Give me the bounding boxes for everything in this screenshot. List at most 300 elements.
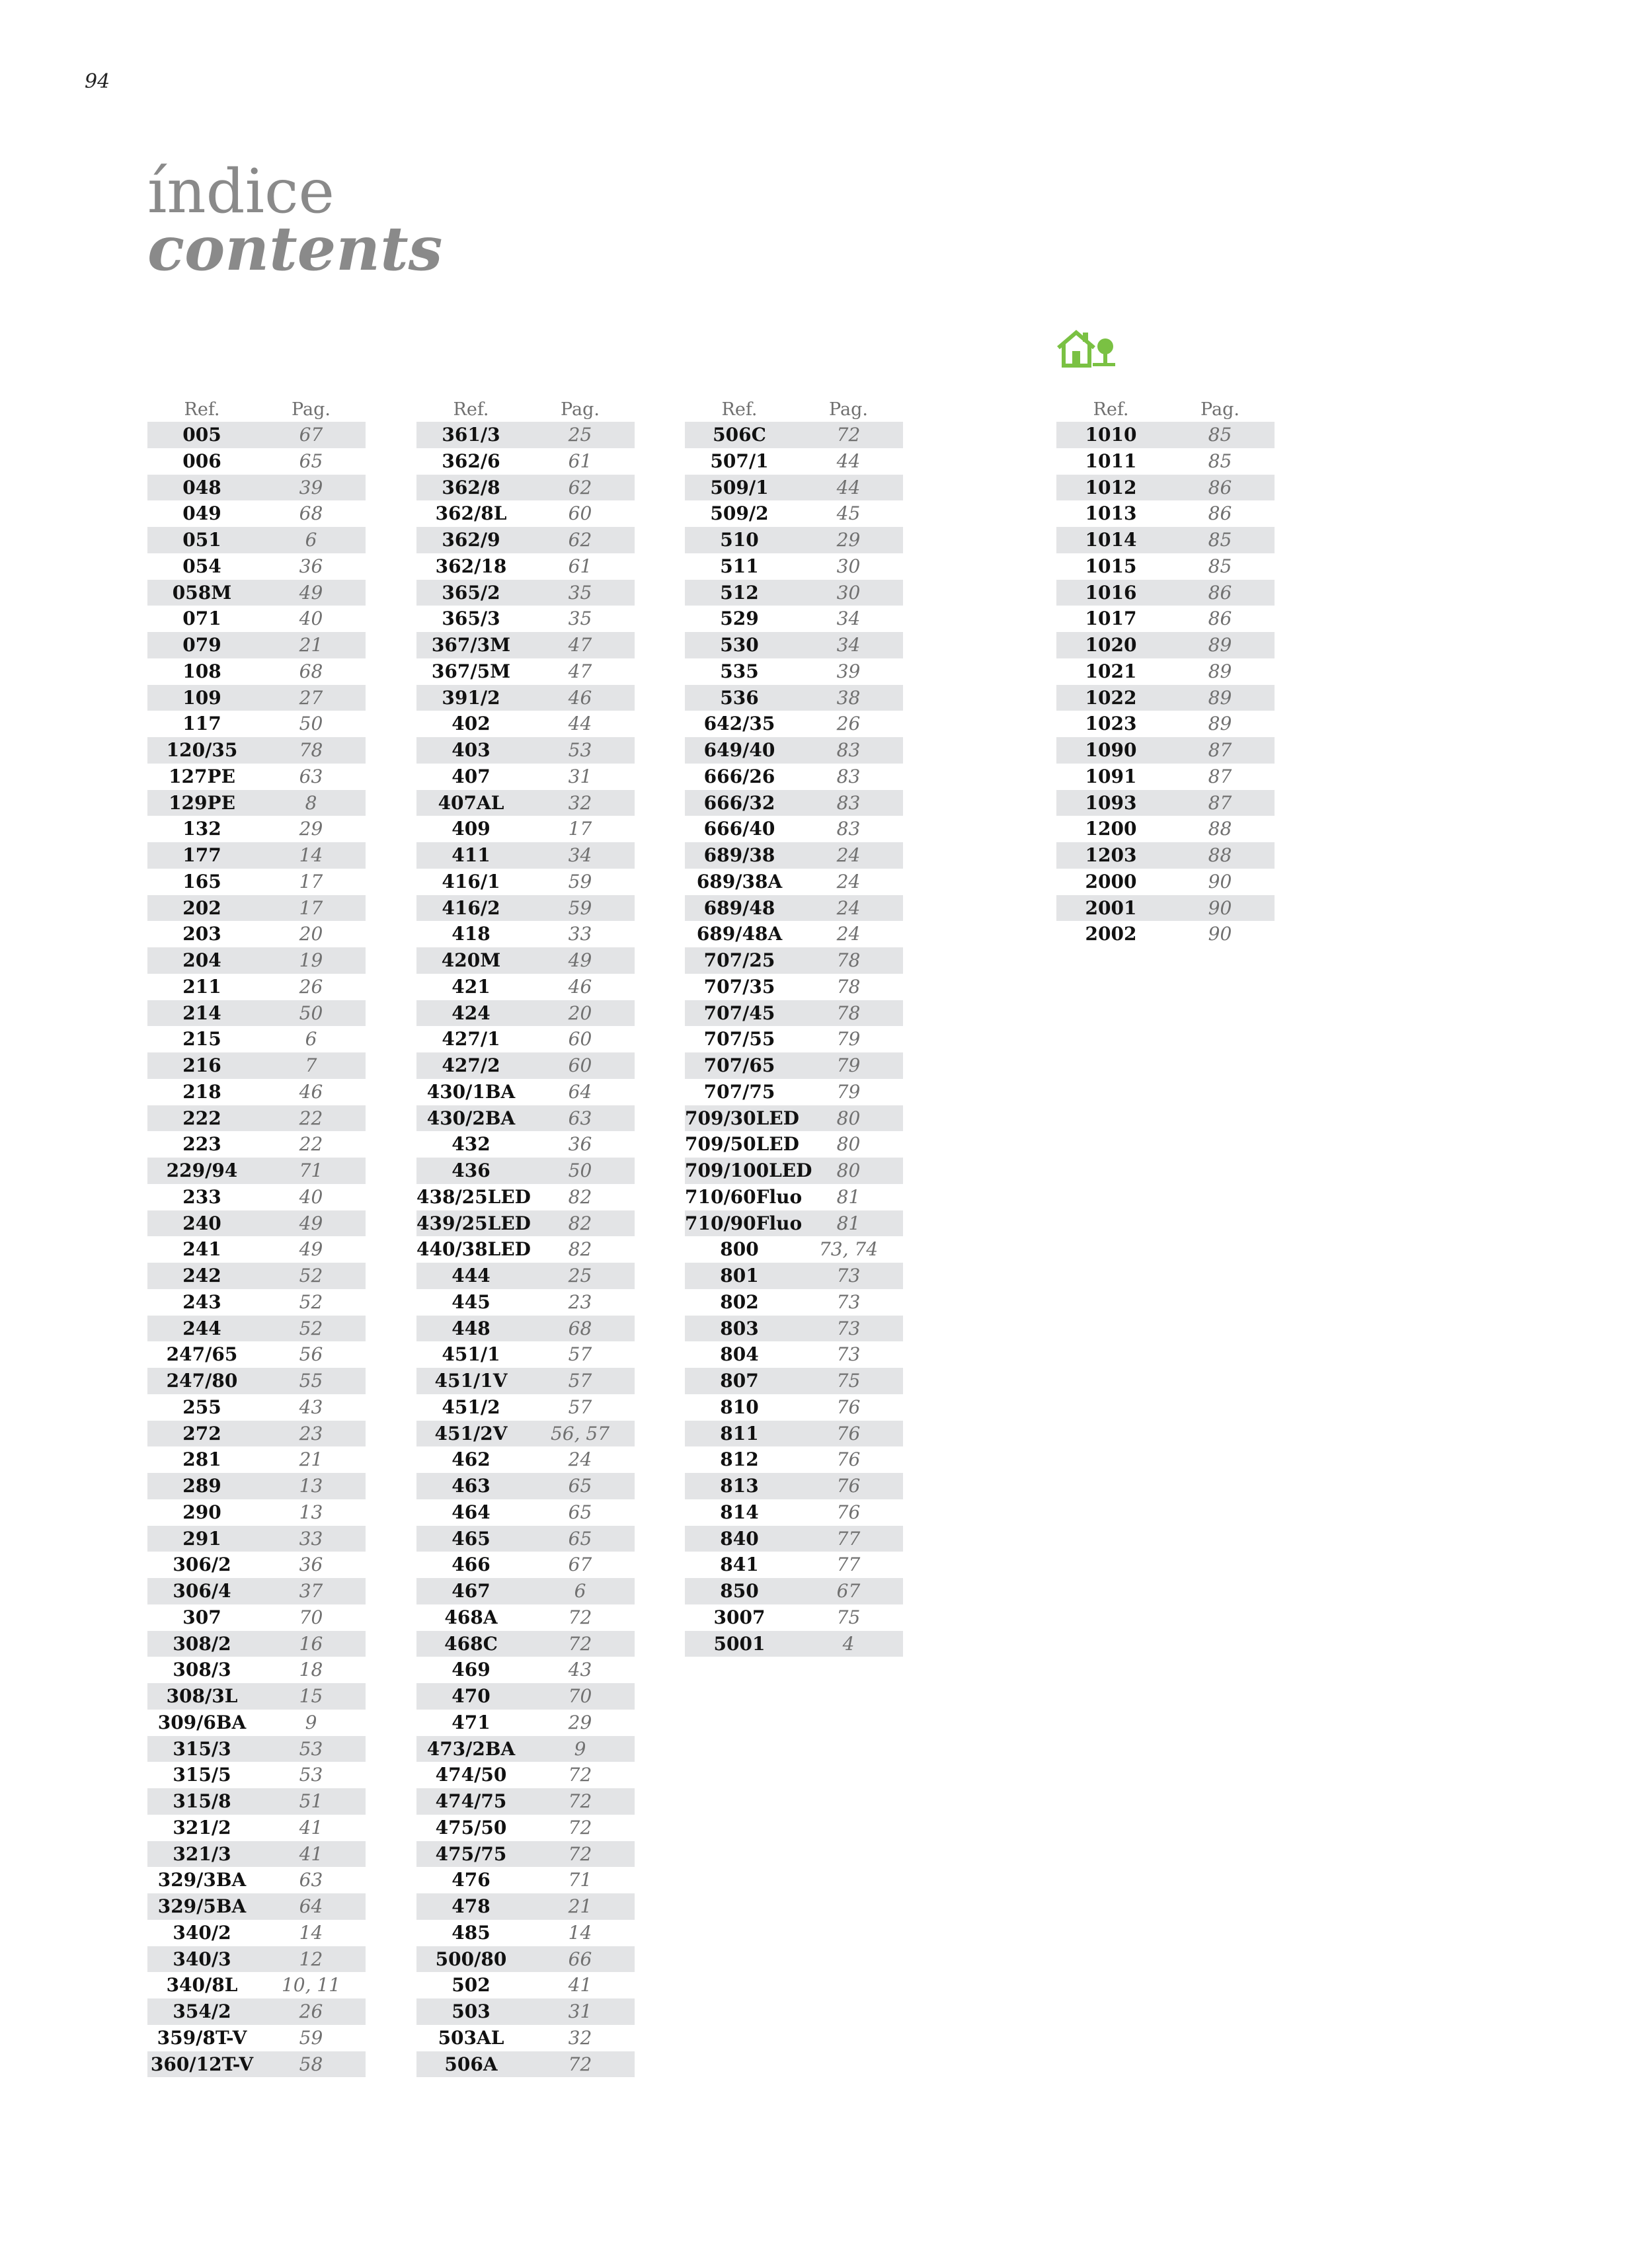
page-cell: 80 <box>836 1107 861 1129</box>
table-row <box>416 1341 635 1368</box>
page-cell: 38 <box>836 686 861 709</box>
ref-cell: 247/80 <box>166 1370 238 1392</box>
page-cell: 86 <box>1208 476 1232 498</box>
ref-cell: 448 <box>452 1317 491 1339</box>
table-row <box>1056 869 1275 895</box>
page-cell: 6 <box>305 1028 317 1050</box>
ref-cell: 360/12T-V <box>150 2053 254 2075</box>
ref-cell: 473/2BA <box>426 1737 516 1760</box>
ref-cell: 462 <box>452 1448 491 1471</box>
page-cell: 64 <box>299 1895 323 1917</box>
ref-cell: 403 <box>452 739 491 761</box>
table-row <box>147 790 366 816</box>
table-row <box>1056 711 1275 737</box>
ref-cell: 709/30LED <box>685 1107 799 1129</box>
page-cell: 56, 57 <box>550 1422 610 1444</box>
table-row <box>416 1998 635 2025</box>
table-row <box>147 1998 366 2025</box>
table-row <box>416 1631 635 1657</box>
page-cell: 61 <box>568 450 592 472</box>
table-row <box>147 764 366 790</box>
ref-cell: 1091 <box>1085 765 1137 787</box>
table-row <box>147 1473 366 1499</box>
table-row <box>416 1736 635 1762</box>
ref-cell: 1203 <box>1085 844 1137 866</box>
table-row <box>416 658 635 685</box>
page-cell: 12 <box>299 1948 323 1970</box>
page-cell: 89 <box>1208 686 1232 709</box>
ref-cell: 411 <box>452 844 491 866</box>
ref-cell: 451/2 <box>442 1396 500 1418</box>
page-cell: 72 <box>568 1790 592 1812</box>
page-cell: 34 <box>568 844 592 866</box>
ref-cell: 255 <box>182 1396 221 1418</box>
ref-cell: 1022 <box>1085 686 1137 709</box>
page-cell: 76 <box>836 1501 861 1523</box>
page-cell: 27 <box>299 686 323 709</box>
page-cell: 31 <box>568 2000 592 2022</box>
table-row <box>147 553 366 580</box>
page-cell: 33 <box>299 1527 323 1550</box>
table-row <box>147 422 366 448</box>
table-row <box>1056 553 1275 580</box>
ref-cell: 244 <box>182 1317 221 1339</box>
ref-cell: 474/75 <box>435 1790 507 1812</box>
page-cell: 10, 11 <box>281 1974 341 1996</box>
page-cell: 87 <box>1208 765 1232 787</box>
ref-cell: 127PE <box>169 765 235 787</box>
page-cell: 65 <box>568 1501 592 1523</box>
table-row <box>147 1341 366 1368</box>
table-row <box>416 921 635 947</box>
table-row <box>685 1604 903 1631</box>
ref-cell: 223 <box>182 1133 221 1156</box>
page-cell: 17 <box>299 896 323 919</box>
table-row <box>416 974 635 1000</box>
table-row <box>416 1105 635 1132</box>
page-cell: 40 <box>299 1185 323 1208</box>
table-row <box>147 1736 366 1762</box>
page-cell: 66 <box>568 1948 592 1970</box>
table-row <box>416 1394 635 1421</box>
ref-cell: 329/5BA <box>157 1895 247 1917</box>
ref-cell: 291 <box>182 1527 221 1550</box>
page-cell: 76 <box>836 1422 861 1444</box>
ref-cell: 689/48 <box>703 896 775 919</box>
page-cell: 85 <box>1208 450 1232 472</box>
ref-cell: 129PE <box>169 791 235 814</box>
table-row <box>416 1499 635 1526</box>
ref-cell: 649/40 <box>703 739 775 761</box>
page-cell: 20 <box>568 1002 592 1024</box>
ref-cell: 1010 <box>1085 424 1137 446</box>
page-cell: 40 <box>299 608 323 630</box>
table-row <box>147 606 366 632</box>
column-header <box>1056 398 1275 422</box>
page-cell: 50 <box>568 1160 592 1181</box>
table-row <box>147 1841 366 1868</box>
ref-cell: 506C <box>713 424 766 446</box>
ref-cell: 272 <box>182 1422 221 1444</box>
table-row <box>685 1131 903 1158</box>
header-ref: Ref. <box>721 399 758 420</box>
table-row <box>685 658 903 685</box>
page-cell: 82 <box>568 1212 592 1234</box>
table-row <box>416 1158 635 1184</box>
table-row <box>685 1473 903 1499</box>
ref-cell: 1017 <box>1085 608 1137 630</box>
table-row <box>416 1026 635 1052</box>
header-pag: Pag. <box>1200 399 1239 420</box>
header-pag: Pag. <box>829 399 868 420</box>
page-cell: 25 <box>568 1265 592 1286</box>
table-row <box>416 553 635 580</box>
ref-cell: 707/65 <box>703 1054 775 1076</box>
rows <box>416 422 635 2077</box>
table-row <box>416 1657 635 1683</box>
ref-cell: 165 <box>182 870 221 892</box>
page-cell: 72 <box>568 1632 592 1655</box>
ref-cell: 281 <box>182 1448 221 1471</box>
page-number: 94 <box>85 70 110 93</box>
ref-cell: 132 <box>182 818 221 840</box>
ref-cell: 242 <box>182 1265 221 1286</box>
ref-cell: 502 <box>452 1974 491 1996</box>
page-cell: 76 <box>836 1475 861 1497</box>
ref-cell: 071 <box>182 608 221 630</box>
ref-cell: 362/6 <box>442 450 500 472</box>
ref-cell: 475/75 <box>435 1842 507 1865</box>
page-cell: 52 <box>299 1317 323 1339</box>
index-column-3 <box>685 398 903 1657</box>
ref-cell: 841 <box>720 1554 759 1576</box>
table-row <box>147 1079 366 1105</box>
table-row <box>147 580 366 606</box>
table-row <box>416 500 635 527</box>
ref-cell: 340/3 <box>173 1948 231 1970</box>
ref-cell: 416/1 <box>442 870 500 892</box>
ref-cell: 1013 <box>1085 502 1137 525</box>
page-cell: 26 <box>299 975 323 998</box>
ref-cell: 470 <box>452 1685 491 1707</box>
ref-cell: 204 <box>182 949 221 971</box>
table-row <box>147 1026 366 1052</box>
ref-cell: 215 <box>182 1028 221 1050</box>
page-cell: 89 <box>1208 660 1232 682</box>
page-cell: 34 <box>836 634 861 656</box>
page-cell: 39 <box>299 476 323 498</box>
table-row <box>416 816 635 842</box>
page-cell: 82 <box>568 1185 592 1208</box>
page-cell: 46 <box>299 1080 323 1103</box>
ref-cell: 1012 <box>1085 476 1137 498</box>
ref-cell: 229/94 <box>166 1160 238 1181</box>
ref-cell: 321/3 <box>173 1842 231 1865</box>
page-cell: 83 <box>836 739 861 761</box>
page-cell: 30 <box>836 555 861 577</box>
header-pag: Pag. <box>561 399 600 420</box>
ref-cell: 463 <box>452 1475 491 1497</box>
ref-cell: 689/38A <box>696 870 783 892</box>
ref-cell: 467 <box>452 1580 491 1602</box>
page-cell: 87 <box>1208 739 1232 761</box>
table-row <box>416 1604 635 1631</box>
ref-cell: 800 <box>720 1238 759 1261</box>
ref-cell: 421 <box>452 975 491 998</box>
ref-cell: 120/35 <box>166 739 238 761</box>
table-row <box>685 1158 903 1184</box>
ref-cell: 307 <box>182 1606 221 1628</box>
table-row <box>147 1920 366 1946</box>
table-row <box>147 869 366 895</box>
ref-cell: 058M <box>172 581 232 604</box>
ref-cell: 054 <box>182 555 221 577</box>
page-cell: 14 <box>568 1921 592 1944</box>
table-row <box>685 1236 903 1263</box>
table-row <box>416 1000 635 1027</box>
ref-cell: 340/8L <box>166 1974 238 1996</box>
table-row <box>416 1578 635 1604</box>
page-cell: 73 <box>836 1265 861 1286</box>
table-row <box>685 1210 903 1237</box>
table-row <box>147 1710 366 1736</box>
table-row <box>416 1920 635 1946</box>
ref-cell: 243 <box>182 1290 221 1313</box>
ref-cell: 108 <box>182 660 221 682</box>
table-row <box>147 1815 366 1841</box>
ref-cell: 109 <box>182 686 221 709</box>
page-cell: 83 <box>836 791 861 814</box>
column-header <box>147 398 366 422</box>
ref-cell: 707/25 <box>703 949 775 971</box>
ref-cell: 354/2 <box>173 2000 231 2022</box>
page-cell: 73 <box>836 1290 861 1313</box>
table-row <box>147 1158 366 1184</box>
ref-cell: 666/32 <box>703 791 775 814</box>
table-row <box>685 553 903 580</box>
page-cell: 13 <box>299 1501 323 1523</box>
page-cell: 35 <box>568 608 592 630</box>
table-row <box>147 1578 366 1604</box>
page-cell: 62 <box>568 529 592 551</box>
ref-cell: 367/5M <box>431 660 511 682</box>
ref-cell: 427/1 <box>442 1028 500 1050</box>
ref-cell: 1014 <box>1085 529 1137 551</box>
table-row <box>416 685 635 711</box>
ref-cell: 710/60Fluo <box>685 1185 803 1208</box>
table-row <box>1056 448 1275 475</box>
page-cell: 34 <box>836 608 861 630</box>
ref-cell: 707/45 <box>703 1002 775 1024</box>
table-row <box>685 1184 903 1210</box>
page-cell: 68 <box>299 502 323 525</box>
ref-cell: 202 <box>182 896 221 919</box>
ref-cell: 430/1BA <box>426 1080 516 1103</box>
page-cell: 71 <box>299 1160 323 1181</box>
ref-cell: 2001 <box>1085 896 1137 919</box>
table-row <box>416 895 635 922</box>
page-cell: 26 <box>836 713 861 735</box>
table-row <box>685 1526 903 1552</box>
page-cell: 44 <box>836 476 861 498</box>
table-row <box>147 632 366 658</box>
page-cell: 53 <box>299 1737 323 1760</box>
page-cell: 78 <box>836 975 861 998</box>
page-cell: 52 <box>299 1265 323 1286</box>
table-row <box>685 475 903 501</box>
table-row <box>685 1079 903 1105</box>
table-row <box>147 1263 366 1289</box>
page-cell: 53 <box>568 739 592 761</box>
table-row <box>685 1552 903 1578</box>
page-cell: 47 <box>568 634 592 656</box>
table-row <box>416 580 635 606</box>
page-cell: 77 <box>836 1527 861 1550</box>
page-cell: 49 <box>568 949 592 971</box>
table-row <box>416 711 635 737</box>
ref-cell: 512 <box>720 581 759 604</box>
page-cell: 43 <box>568 1659 592 1681</box>
ref-cell: 810 <box>720 1396 759 1418</box>
table-row <box>147 1184 366 1210</box>
page-cell: 17 <box>568 818 592 840</box>
table-row <box>685 632 903 658</box>
ref-cell: 530 <box>720 634 759 656</box>
page-cell: 78 <box>299 739 323 761</box>
table-row <box>147 1762 366 1788</box>
page-cell: 87 <box>1208 791 1232 814</box>
table-row <box>416 1316 635 1342</box>
page-cell: 20 <box>299 923 323 945</box>
ref-cell: 362/9 <box>442 529 500 551</box>
table-row <box>1056 632 1275 658</box>
table-row <box>1056 842 1275 869</box>
ref-cell: 807 <box>720 1370 759 1392</box>
ref-cell: 850 <box>720 1580 759 1602</box>
ref-cell: 803 <box>720 1317 759 1339</box>
ref-cell: 420M <box>441 949 501 971</box>
table-row <box>147 685 366 711</box>
table-row <box>685 448 903 475</box>
title-indice: índice <box>147 156 334 227</box>
table-row <box>685 606 903 632</box>
page-cell: 9 <box>305 1711 317 1733</box>
table-row <box>416 1552 635 1578</box>
page-cell: 70 <box>299 1606 323 1628</box>
page-cell: 49 <box>299 1212 323 1234</box>
table-row <box>147 1289 366 1316</box>
page-cell: 79 <box>836 1054 861 1076</box>
table-row <box>147 1893 366 1920</box>
table-row <box>685 1421 903 1447</box>
page-cell: 58 <box>299 2053 323 2075</box>
page-cell: 50 <box>299 1002 323 1024</box>
table-row <box>147 1604 366 1631</box>
ref-cell: 1021 <box>1085 660 1137 682</box>
page-cell: 33 <box>568 923 592 945</box>
ref-cell: 464 <box>452 1501 491 1523</box>
ref-cell: 216 <box>182 1054 221 1076</box>
page-cell: 72 <box>568 1816 592 1838</box>
table-row <box>416 764 635 790</box>
ref-cell: 367/3M <box>431 634 511 656</box>
page-cell: 14 <box>299 1921 323 1944</box>
table-row <box>147 1210 366 1237</box>
page-cell: 35 <box>568 581 592 604</box>
ref-cell: 469 <box>452 1659 491 1681</box>
page-cell: 29 <box>568 1711 592 1733</box>
page-cell: 57 <box>568 1370 592 1392</box>
page-cell: 59 <box>299 2026 323 2049</box>
page-cell: 47 <box>568 660 592 682</box>
page-cell: 72 <box>568 1842 592 1865</box>
table-row <box>416 475 635 501</box>
table-row <box>416 1289 635 1316</box>
table-row <box>147 1105 366 1132</box>
page-cell: 79 <box>836 1080 861 1103</box>
ref-cell: 642/35 <box>703 713 775 735</box>
page-cell: 59 <box>568 870 592 892</box>
page-cell: 22 <box>299 1133 323 1156</box>
ref-cell: 289 <box>182 1475 221 1497</box>
ref-cell: 813 <box>720 1475 759 1497</box>
page-cell: 21 <box>299 634 323 656</box>
table-row <box>1056 475 1275 501</box>
page-cell: 36 <box>299 555 323 577</box>
table-row <box>147 895 366 922</box>
ref-cell: 529 <box>720 608 759 630</box>
table-row <box>685 1368 903 1394</box>
page-cell: 85 <box>1208 555 1232 577</box>
page-cell: 24 <box>836 896 861 919</box>
table-row <box>416 1473 635 1499</box>
table-row <box>685 1316 903 1342</box>
ref-cell: 707/75 <box>703 1080 775 1103</box>
table-row <box>1056 606 1275 632</box>
page-cell: 72 <box>568 1606 592 1628</box>
table-row <box>1056 790 1275 816</box>
page-cell: 73 <box>836 1317 861 1339</box>
ref-cell: 432 <box>452 1133 491 1156</box>
table-row <box>147 1316 366 1342</box>
ref-cell: 503 <box>452 2000 491 2022</box>
ref-cell: 666/40 <box>703 818 775 840</box>
table-row <box>685 1394 903 1421</box>
page-cell: 32 <box>568 791 592 814</box>
ref-cell: 438/25LED <box>416 1185 531 1208</box>
table-row <box>685 842 903 869</box>
page-cell: 68 <box>299 660 323 682</box>
ref-cell: 436 <box>452 1160 491 1181</box>
page-cell: 59 <box>568 896 592 919</box>
table-row <box>147 842 366 869</box>
table-row <box>685 816 903 842</box>
ref-cell: 409 <box>452 818 491 840</box>
page-cell: 56 <box>299 1343 323 1366</box>
ref-cell: 247/65 <box>166 1343 238 1366</box>
page-cell: 76 <box>836 1448 861 1471</box>
page-cell: 81 <box>836 1212 861 1234</box>
page-cell: 72 <box>568 1764 592 1786</box>
ref-cell: 445 <box>452 1290 491 1313</box>
table-row <box>685 1289 903 1316</box>
ref-cell: 471 <box>452 1711 491 1733</box>
ref-cell: 308/3 <box>173 1659 231 1681</box>
table-row <box>1056 816 1275 842</box>
rows <box>685 422 903 1657</box>
ref-cell: 689/38 <box>703 844 775 866</box>
table-row <box>416 1052 635 1079</box>
